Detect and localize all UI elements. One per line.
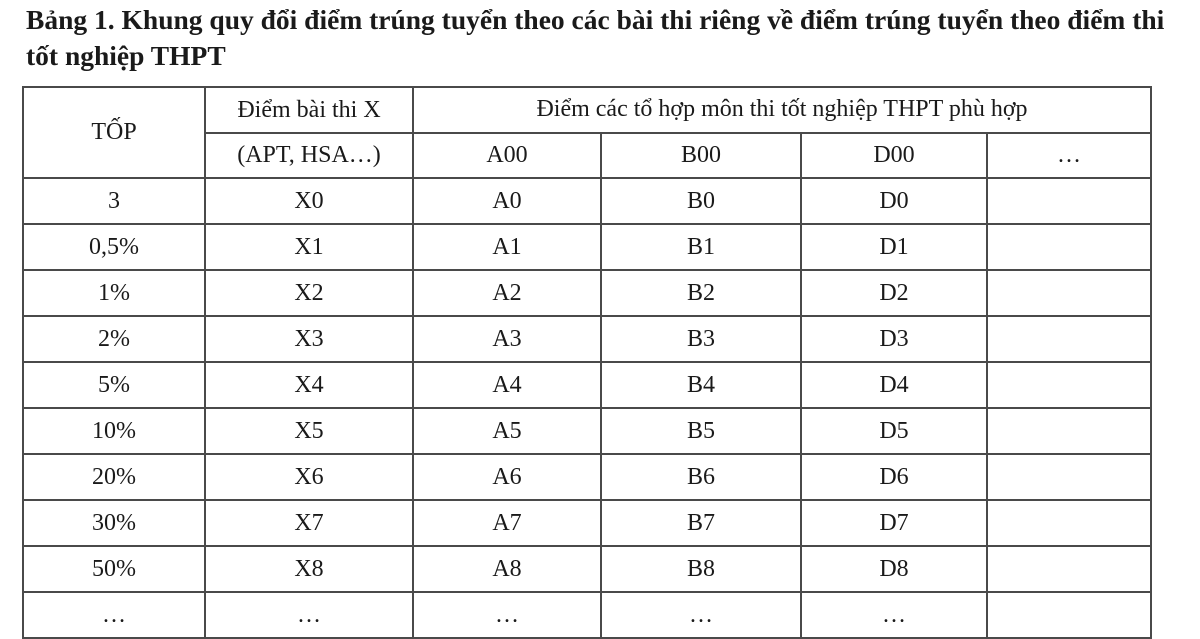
cell-exam-x: X5 <box>205 408 413 454</box>
table-row <box>23 454 1151 500</box>
cell-a00: A8 <box>413 546 601 592</box>
cell-more <box>987 454 1151 500</box>
cell-a00: A1 <box>413 224 601 270</box>
cell-b00: B8 <box>601 546 801 592</box>
header-combo-more: … <box>987 133 1151 179</box>
cell-exam-x: X4 <box>205 362 413 408</box>
cell-exam-x: X1 <box>205 224 413 270</box>
cell-a00: … <box>413 592 601 638</box>
cell-more <box>987 546 1151 592</box>
cell-exam-x: X6 <box>205 454 413 500</box>
table-row <box>23 500 1151 546</box>
cell-b00: B2 <box>601 270 801 316</box>
cell-exam-x: X0 <box>205 178 413 224</box>
cell-b00: … <box>601 592 801 638</box>
cell-a00: A2 <box>413 270 601 316</box>
cell-top: 50% <box>23 546 205 592</box>
table-row <box>23 270 1151 316</box>
cell-more <box>987 270 1151 316</box>
table-row <box>23 316 1151 362</box>
cell-b00: B3 <box>601 316 801 362</box>
cell-more <box>987 408 1151 454</box>
cell-top: 2% <box>23 316 205 362</box>
header-combo-a00: A00 <box>413 133 601 179</box>
cell-d00: D8 <box>801 546 987 592</box>
cell-exam-x: … <box>205 592 413 638</box>
table-row <box>23 178 1151 224</box>
header-combo-group: Điểm các tổ hợp môn thi tốt nghiệp THPT phù hợp <box>413 87 1151 133</box>
header-combo-b00: B00 <box>601 133 801 179</box>
cell-a00: A6 <box>413 454 601 500</box>
table-row <box>23 592 1151 638</box>
cell-d00: D7 <box>801 500 987 546</box>
cell-top: 20% <box>23 454 205 500</box>
header-top: TỐP <box>23 87 205 178</box>
conversion-table-container <box>22 86 1152 639</box>
table-body <box>23 178 1151 638</box>
cell-more <box>987 224 1151 270</box>
cell-top: 10% <box>23 408 205 454</box>
cell-exam-x: X7 <box>205 500 413 546</box>
cell-top: … <box>23 592 205 638</box>
cell-d00: D0 <box>801 178 987 224</box>
table-row <box>23 408 1151 454</box>
table-title: Bảng 1. Khung quy đổi điểm trúng tuyển theo các bài thi riêng về điểm trúng tuyển theo điểm thi tốt nghiệp THPT <box>26 4 1165 71</box>
header-combo-d00: D00 <box>801 133 987 179</box>
cell-b00: B5 <box>601 408 801 454</box>
cell-b00: B7 <box>601 500 801 546</box>
cell-d00: D6 <box>801 454 987 500</box>
cell-top: 0,5% <box>23 224 205 270</box>
cell-d00: … <box>801 592 987 638</box>
header-row-1 <box>23 87 1151 133</box>
cell-d00: D3 <box>801 316 987 362</box>
cell-exam-x: X8 <box>205 546 413 592</box>
cell-exam-x: X3 <box>205 316 413 362</box>
header-exam-x-line1: Điểm bài thi X <box>205 87 413 133</box>
cell-more <box>987 500 1151 546</box>
cell-top: 3 <box>23 178 205 224</box>
cell-more <box>987 592 1151 638</box>
cell-exam-x: X2 <box>205 270 413 316</box>
cell-a00: A5 <box>413 408 601 454</box>
header-exam-x-line2: (APT, HSA…) <box>205 133 413 179</box>
cell-top: 30% <box>23 500 205 546</box>
cell-b00: B6 <box>601 454 801 500</box>
cell-b00: B1 <box>601 224 801 270</box>
cell-b00: B4 <box>601 362 801 408</box>
cell-a00: A7 <box>413 500 601 546</box>
cell-top: 1% <box>23 270 205 316</box>
cell-a00: A3 <box>413 316 601 362</box>
cell-a00: A4 <box>413 362 601 408</box>
cell-more <box>987 362 1151 408</box>
cell-d00: D1 <box>801 224 987 270</box>
table-row <box>23 546 1151 592</box>
conversion-table <box>22 86 1152 639</box>
cell-more <box>987 178 1151 224</box>
cell-more <box>987 316 1151 362</box>
cell-b00: B0 <box>601 178 801 224</box>
cell-top: 5% <box>23 362 205 408</box>
cell-d00: D2 <box>801 270 987 316</box>
table-row <box>23 362 1151 408</box>
cell-d00: D5 <box>801 408 987 454</box>
cell-a00: A0 <box>413 178 601 224</box>
cell-d00: D4 <box>801 362 987 408</box>
table-row <box>23 224 1151 270</box>
